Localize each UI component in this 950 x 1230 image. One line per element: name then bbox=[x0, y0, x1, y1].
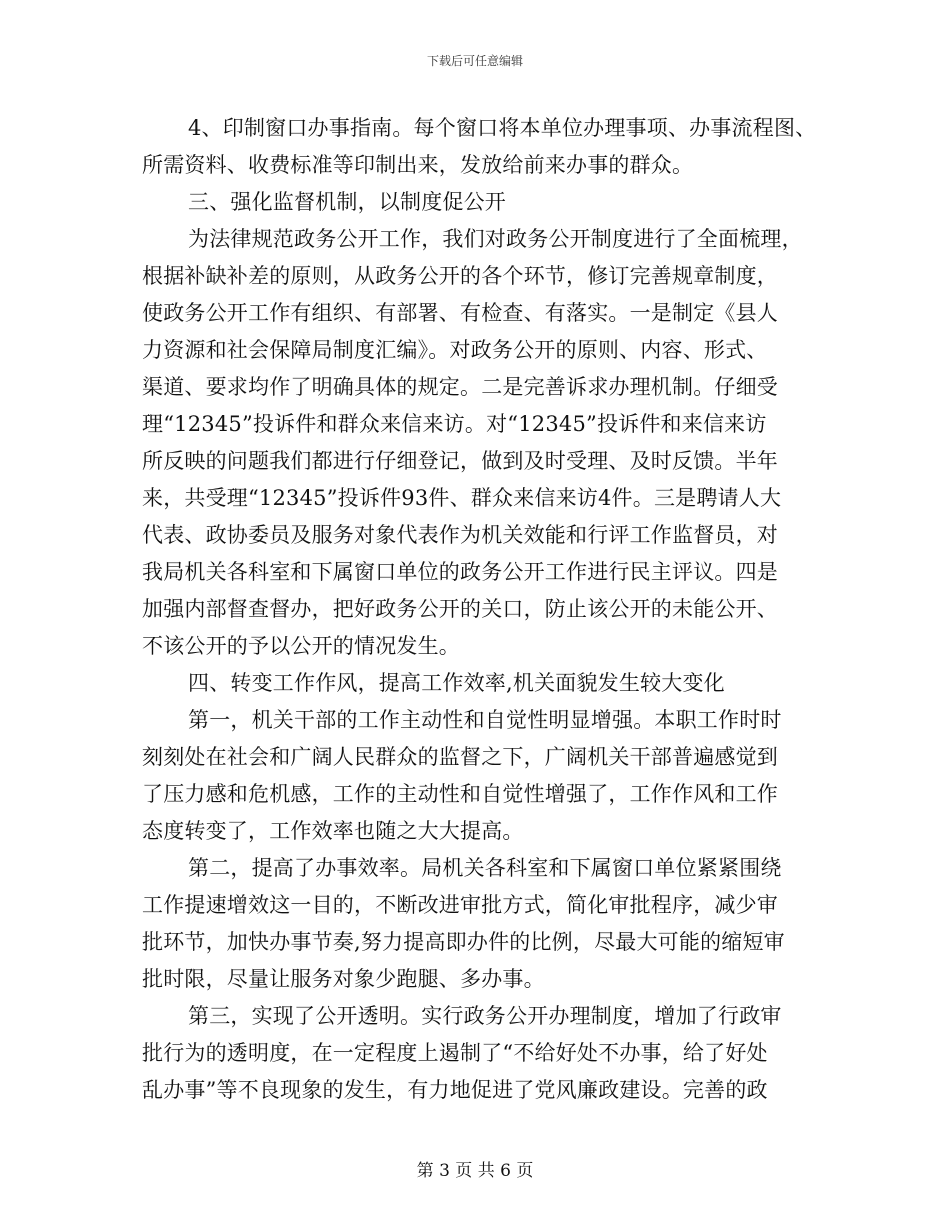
text-line: 了压力感和危机感，工作的主动性和自觉性增强了，工作作风和工作 bbox=[142, 782, 778, 806]
text-line: 所需资料、收费标准等印制出来，发放给前来办事的群众。 bbox=[142, 153, 694, 177]
text-line: 渠道、要求均作了明确具体的规定。二是完善诉求办理机制。仔细受 bbox=[142, 375, 778, 399]
text-line: 第一，机关干部的工作主动性和自觉性明显增强。本职工作时时 bbox=[188, 708, 782, 732]
text-line: 乱办事”等不良现象的发生，有力地促进了党风廉政建设。完善的政 bbox=[142, 1078, 768, 1102]
text-line: 工作提速增效这一目的，不断改进审批方式，简化审批程序，减少审 bbox=[142, 893, 778, 917]
text-line: 第三，实现了公开透明。实行政务公开办理制度，增加了行政审 bbox=[188, 1004, 782, 1028]
text-line: 理“12345”投诉件和群众来信来访。对“12345”投诉件和来信来访 bbox=[142, 412, 767, 436]
text-line: 代表、政协委员及服务对象代表作为机关效能和行评工作监督员，对 bbox=[142, 523, 778, 547]
text-line: 根据补缺补差的原则，从政务公开的各个环节，修订完善规章制度， bbox=[142, 264, 778, 288]
text-line: 力资源和社会保障局制度汇编》。对政务公开的原则、内容、形式、 bbox=[142, 338, 768, 362]
document-body bbox=[142, 110, 822, 1120]
page-header: 下载后可任意编辑 bbox=[426, 54, 523, 68]
text-line: 刻刻处在社会和广阔人民群众的监督之下，广阔机关干部普遍感觉到 bbox=[142, 745, 778, 769]
page-footer: 第 3 页 共 6 页 bbox=[416, 1161, 534, 1181]
text-line: 批时限，尽量让服务对象少跑腿、多办事。 bbox=[142, 967, 545, 991]
text-line: 不该公开的予以公开的情况发生。 bbox=[142, 634, 460, 658]
section-heading: 三、强化监督机制，以制度促公开 bbox=[188, 190, 506, 214]
text-line: 使政务公开工作有组织、有部署、有检查、有落实。一是制定《县人 bbox=[142, 301, 778, 325]
text-line: 加强内部督查督办，把好政务公开的关口，防止该公开的未能公开、 bbox=[142, 597, 778, 621]
text-line: 来，共受理“12345”投诉件93件、群众来信来访4件。三是聘请人大 bbox=[142, 486, 782, 510]
text-line: 态度转变了，工作效率也随之大大提高。 bbox=[142, 819, 524, 843]
section-heading: 四、转变工作作风，提高工作效率,机关面貌发生较大变化 bbox=[188, 671, 725, 695]
text-line: 4、印制窗口办事指南。每个窗口将本单位办理事项、办事流程图、 bbox=[188, 116, 817, 140]
text-line: 第二，提高了办事效率。局机关各科室和下属窗口单位紧紧围绕 bbox=[188, 856, 782, 880]
text-line: 所反映的问题我们都进行仔细登记，做到及时受理、及时反馈。半年 bbox=[142, 449, 778, 473]
text-line: 我局机关各科室和下属窗口单位的政务公开工作进行民主评议。四是 bbox=[142, 560, 778, 584]
text-line: 批行为的透明度，在一定程度上遏制了“不给好处不办事，给了好处 bbox=[142, 1041, 768, 1065]
text-line: 为法律规范政务公开工作，我们对政务公开制度进行了全面梳理， bbox=[188, 227, 803, 251]
text-line: 批环节，加快办事节奏,努力提高即办件的比例，尽最大可能的缩短审 bbox=[142, 930, 785, 954]
